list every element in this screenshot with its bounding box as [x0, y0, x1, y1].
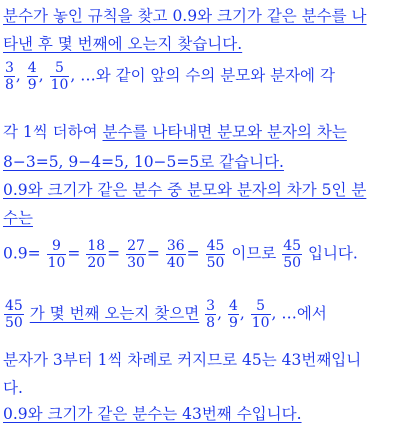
text-line-8-pre: 0.9=	[3, 244, 41, 263]
fraction-seq-2b: $\frac{4}{9}$	[228, 298, 238, 331]
fraction-equiv-3: $\frac{27}{30}$	[127, 238, 145, 271]
fraction-seq-2: $\frac{4}{9}$	[27, 60, 37, 93]
fraction-equiv-5: $\frac{45}{50}$	[206, 238, 225, 271]
line-7	[3, 206, 33, 228]
text-line-9-tail: …에서	[281, 304, 327, 323]
line-8: 0.9= $\frac{9}{10}$ = $\frac{18}{20}$ = $\frac{27}{30}$ = $\frac{36}{40}$ = $\frac{45}{50}$ 이므로 $\frac{45}{50}$ 입니다.	[3, 238, 358, 271]
fraction-equiv-1: $\frac{9}{10}$	[47, 238, 66, 271]
line-10	[3, 348, 361, 370]
line-6	[3, 178, 366, 200]
text-line-8-mid: 이므로	[231, 244, 277, 263]
fraction-answer: $\frac{45}{50}$	[283, 238, 302, 271]
line-4	[3, 120, 347, 142]
fraction-answer-2: $\frac{45}{50}$	[5, 298, 23, 331]
line-1	[3, 4, 367, 26]
text-line-8-end: 입니다.	[307, 244, 358, 263]
text-line-6: 0.9와 크기가 같은 분수 중 분모와 분자의 차가 5인 분	[3, 181, 367, 199]
line-12	[3, 402, 302, 424]
text-line-11: 다.	[3, 379, 23, 397]
fraction-seq-3: $\frac{5}{10}$	[50, 60, 69, 93]
line-3: $\frac{3}{8}$ , $\frac{4}{9}$ , $\frac{5}{10}$ , …와 같이 앞의 수의 분모와 분자에 각	[5, 60, 335, 93]
text-line-9a: 가 몇 번째 오는지 찾으면	[29, 304, 200, 323]
text-line-12: 0.9와 크기가 같은 분수는 43번째 수입니다.	[3, 405, 302, 423]
text-line-7: 수는	[3, 209, 33, 227]
line-9: $\frac{45}{50}$ 가 몇 번째 오는지 찾으면 $\frac{3}{8}$ , $\frac{4}{9}$ , $\frac{5}{10}$ , …에서	[5, 298, 327, 331]
text-line-3: …와 같이 앞의 수의 분모와 분자에 각	[80, 66, 335, 85]
text-line-2: 타낸 후 몇 번째에 오는지 찾습니다.	[3, 35, 243, 53]
fraction-equiv-4: $\frac{36}{40}$	[166, 238, 185, 271]
line-11	[3, 376, 23, 398]
fraction-seq-3b: $\frac{5}{10}$	[251, 298, 270, 331]
fraction-equiv-2: $\frac{18}{20}$	[87, 238, 106, 271]
text-line-1: 분수가 놓인 규칙을 찾고 0.9와 크기가 같은 분수를 나	[3, 7, 367, 25]
line-5	[3, 150, 284, 172]
text-line-4a: 각 1씩 더하여	[3, 123, 103, 141]
text-line-10: 분자가 3부터 1씩 차례로 커지므로 45는 43번째입니	[3, 351, 362, 369]
text-line-5: 8−3=5, 9−4=5, 10−5=5로 같습니다.	[3, 153, 284, 171]
text-line-4b: 분수를 나타내면 분모와 분자의 차는	[102, 123, 347, 141]
fraction-seq-1: $\frac{3}{8}$	[5, 60, 14, 93]
line-2	[3, 32, 242, 54]
fraction-seq-1b: $\frac{3}{8}$	[206, 298, 216, 331]
